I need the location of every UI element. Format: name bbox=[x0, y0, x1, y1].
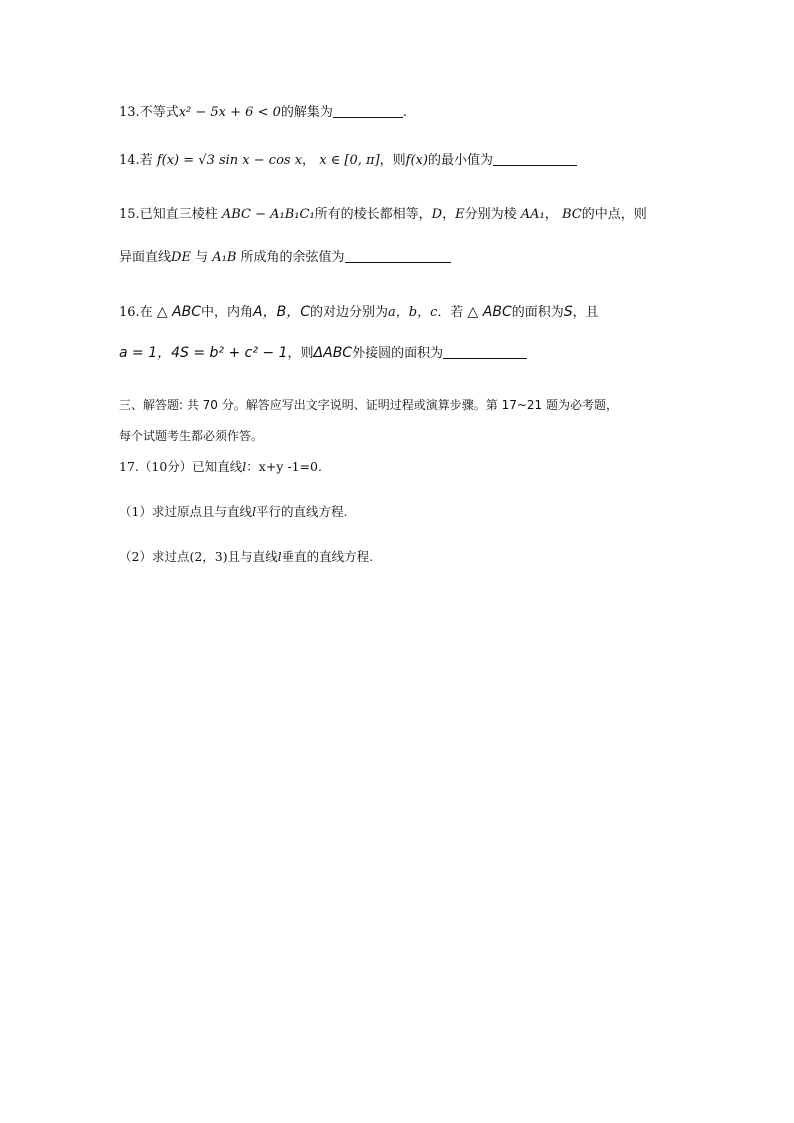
q16-area-s: S bbox=[563, 304, 573, 320]
q16-triangle-2: △ ABC bbox=[467, 304, 512, 320]
q17-line-l: l bbox=[242, 459, 247, 474]
question-17-part-1 bbox=[119, 503, 347, 521]
q15-text-7: 异面直线 bbox=[119, 250, 172, 265]
q15-text-4: 分别为棱 bbox=[464, 207, 517, 222]
q15-number: 15. bbox=[119, 207, 140, 222]
q15-point-e: E bbox=[455, 207, 465, 222]
q14-function: f(x) = √3 sin x − cos x bbox=[156, 153, 303, 168]
q17-p2-text: （2）求过点(2，3)且与直线 bbox=[119, 549, 278, 564]
question-14 bbox=[119, 152, 577, 170]
question-17-part-2 bbox=[119, 548, 373, 566]
q16-text-5: 的面积为 bbox=[511, 305, 564, 320]
q15-text-9: 所成角的余弦值为 bbox=[240, 250, 345, 265]
question-16-cont bbox=[119, 344, 527, 363]
q15-line-de: DE bbox=[171, 250, 191, 265]
q15-answer-blank[interactable] bbox=[345, 250, 451, 263]
q15-edge-bc: BC bbox=[561, 207, 582, 222]
q16-angles: A，B，C bbox=[253, 304, 311, 320]
q15-text-2: 所有的棱长都相等， bbox=[314, 207, 432, 222]
q16-text-6: ，且 bbox=[572, 305, 599, 320]
q14-number: 14. bbox=[119, 153, 140, 168]
q15-text-6: 的中点，则 bbox=[581, 207, 647, 222]
question-17 bbox=[119, 458, 322, 476]
q13-text-2: 的解集为 bbox=[280, 105, 333, 120]
q16-sides: a，b，c bbox=[388, 305, 438, 320]
q13-text: 不等式 bbox=[139, 105, 179, 120]
q13-number: 13. bbox=[119, 105, 140, 120]
q16-text: 在 bbox=[139, 305, 153, 320]
q15-edge-aa1: AA₁ bbox=[520, 207, 545, 222]
q16-answer-blank[interactable] bbox=[443, 346, 527, 359]
q14-text: 若 bbox=[139, 153, 153, 168]
q15-prism: ABC − A₁B₁C₁ bbox=[221, 207, 315, 222]
q16-triangle: △ ABC bbox=[156, 304, 202, 320]
q14-answer-blank[interactable] bbox=[493, 153, 577, 166]
q17-p2-text-2: 垂直的直线方程. bbox=[281, 549, 374, 564]
section-3-note: 每个试题考生都必须作答。 bbox=[119, 429, 264, 443]
q16-triangle-3: ΔABC bbox=[313, 345, 353, 361]
q14-text-3: 的最小值为 bbox=[427, 153, 493, 168]
q16-text-4: ．若 bbox=[437, 305, 464, 320]
q16-text-8: 外接圆的面积为 bbox=[352, 346, 444, 361]
q13-period: . bbox=[402, 105, 408, 120]
q14-text-2: ，则 bbox=[379, 153, 406, 168]
question-16 bbox=[119, 303, 599, 322]
q17-p1-line-l: l bbox=[251, 504, 256, 519]
q17-p1-text-2: 平行的直线方程. bbox=[255, 504, 348, 519]
q17-p1-text: （1）求过原点且与直线 bbox=[119, 504, 252, 519]
q17-p2-line-l: l bbox=[277, 549, 282, 564]
q15-comma-2: ， bbox=[544, 207, 558, 222]
q15-comma: ， bbox=[442, 207, 456, 222]
q15-line-a1b: A₁B bbox=[212, 250, 237, 265]
q14-comma: ， bbox=[302, 153, 316, 168]
q16-condition: a = 1，4S = b² + c² − 1 bbox=[119, 345, 288, 361]
q16-text-7: ，则 bbox=[287, 346, 314, 361]
q13-answer-blank[interactable] bbox=[333, 105, 403, 118]
q14-domain: x ∈ [0, π] bbox=[319, 153, 380, 168]
q13-inequality: x² − 5x + 6 < 0 bbox=[178, 105, 281, 120]
q17-head: 17.（10分）已知直线 bbox=[119, 459, 243, 474]
q16-number: 16. bbox=[119, 305, 140, 320]
section-3-heading: 三、解答题: 共 70 分。解答应写出文字说明、证明过程或演算步骤。第 17~21 题为必考题， bbox=[119, 398, 618, 412]
question-13 bbox=[119, 104, 407, 122]
q15-text: 已知直三棱柱 bbox=[139, 207, 218, 222]
question-15 bbox=[119, 206, 647, 224]
q15-point-d: D bbox=[431, 207, 443, 222]
q17-equation: ：x+y -1=0. bbox=[246, 459, 322, 474]
question-15-cont bbox=[119, 249, 451, 267]
q16-text-2: 中，内角 bbox=[201, 305, 254, 320]
q16-text-3: 的对边分别为 bbox=[310, 305, 389, 320]
q15-text-8: 与 bbox=[195, 250, 209, 265]
q14-function-ref: f(x) bbox=[405, 153, 428, 168]
